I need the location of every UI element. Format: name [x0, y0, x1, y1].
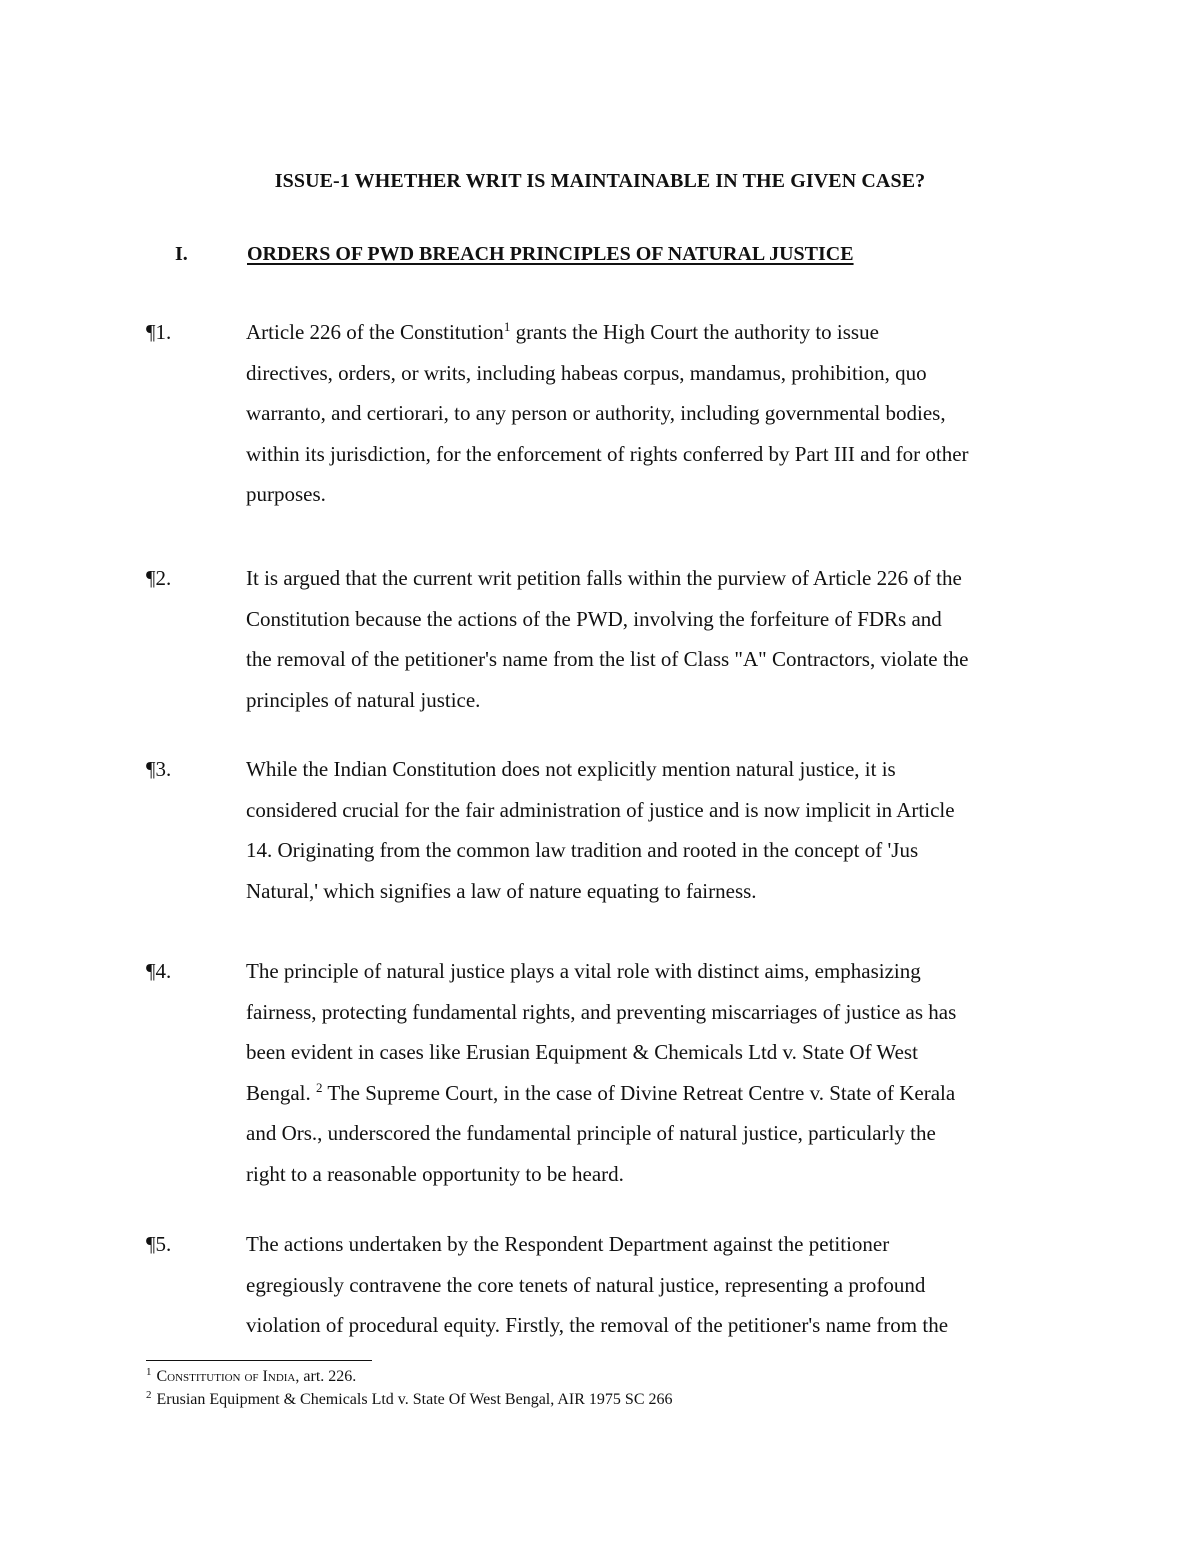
paragraph-text [246, 951, 1072, 1194]
line-text: The principle of natural justice plays a vital role with distinct aims, emphasizing [246, 959, 921, 983]
paragraph-number: ¶1. [146, 320, 172, 344]
paragraph-number: ¶3. [146, 757, 172, 781]
footnote-2-text: Erusian Equipment & Chemicals Ltd v. State Of West Bengal, AIR 1975 SC 266 [156, 1391, 673, 1408]
line-text: Article 226 of the Constitution [246, 320, 504, 344]
issue-title: ISSUE-1 WHETHER WRIT IS MAINTAINABLE IN THE GIVEN CASE? [274, 170, 926, 192]
footnote-reference: 2 [315, 1079, 323, 1095]
footnote-reference: 1 [503, 319, 511, 334]
paragraph-line [246, 558, 1072, 599]
paragraph-line [246, 312, 1072, 353]
paragraph-line [246, 749, 1072, 790]
paragraph-line [246, 871, 1072, 912]
paragraph-text [246, 749, 1072, 911]
footnote-1 [146, 1366, 1046, 1388]
line-text: fairness, protecting fundamental rights, and preventing miscarriages of justice as has [246, 999, 957, 1024]
footnote-2 [146, 1389, 1046, 1411]
line-text: been evident in cases like Erusian Equipment & Chemicals Ltd v. State Of West [246, 1040, 918, 1064]
paragraph-line [246, 393, 1072, 434]
line-text: While the Indian Constitution does not explicitly mention natural justice, it is [246, 757, 896, 781]
line-text: purposes. [246, 482, 326, 506]
line-text: The actions undertaken by the Respondent Department against the petitioner [246, 1232, 890, 1256]
paragraph-line [246, 1113, 1072, 1154]
line-text: Bengal. [246, 1080, 316, 1105]
paragraph-line [246, 474, 1072, 515]
paragraph-line [246, 680, 1072, 721]
line-text: It is argued that the current writ petition falls within the purview of Article 226 of the [246, 566, 962, 590]
line-text: and Ors., underscored the fundamental principle of natural justice, particularly the [246, 1121, 936, 1145]
line-text-continued: The Supreme Court, in the case of Divine Retreat Centre v. State of Kerala [322, 1080, 956, 1105]
paragraph-number: ¶5. [146, 1232, 172, 1256]
paragraph-line [246, 1305, 1072, 1346]
line-text: directives, orders, or writs, including habeas corpus, mandamus, prohibition, quo [246, 360, 927, 385]
paragraph-line [246, 434, 1072, 475]
line-text: the removal of the petitioner's name from the list of Class "A" Contractors, violate the [246, 647, 969, 671]
paragraph-line [246, 830, 1072, 871]
paragraph-number: ¶4. [146, 959, 172, 983]
paragraph-line [246, 1032, 1072, 1073]
paragraph-line [246, 353, 1072, 394]
line-text: Constitution because the actions of the PWD, involving the forfeiture of FDRs and [246, 606, 942, 631]
paragraph-text [246, 312, 1072, 515]
paragraph-line [246, 1154, 1072, 1195]
paragraph-line [246, 1265, 1072, 1306]
paragraph-text [246, 558, 1072, 720]
line-text: 14. Originating from the common law tradition and rooted in the concept of 'Jus [246, 838, 919, 862]
line-text: within its jurisdiction, for the enforcement of rights conferred by Part III and for other [246, 441, 969, 466]
paragraph-line [246, 790, 1072, 831]
footnote-separator [146, 1360, 372, 1361]
paragraph-line [246, 1224, 1072, 1265]
paragraph-line [246, 992, 1072, 1033]
footnote-1-number: 1 [146, 1365, 152, 1378]
line-text: right to a reasonable opportunity to be heard. [246, 1161, 624, 1186]
section-number: I. [175, 243, 188, 265]
footnote-1-source: Constitution of India [156, 1368, 296, 1385]
paragraph-line [246, 1073, 1072, 1114]
line-text: considered crucial for the fair administration of justice and is now implicit in Article [246, 797, 955, 822]
paragraph-line [246, 951, 1072, 992]
line-text: Natural,' which signifies a law of nature equating to fairness. [246, 878, 757, 903]
section-title: ORDERS OF PWD BREACH PRINCIPLES OF NATURAL JUSTICE [247, 243, 854, 265]
line-text: principles of natural justice. [246, 687, 481, 712]
line-text-continued: grants the High Court the authority to issue [510, 320, 879, 344]
line-text: egregiously contravene the core tenets of natural justice, representing a profound [246, 1272, 926, 1297]
line-text: warranto, and certiorari, to any person or authority, including governmental bodies, [246, 401, 946, 425]
line-text: violation of procedural equity. Firstly, the removal of the petitioner's name from the [246, 1313, 949, 1337]
paragraph-text [246, 1224, 1072, 1346]
paragraph-number: ¶2. [146, 566, 172, 590]
footnote-2-number: 2 [146, 1388, 152, 1401]
paragraph-line [246, 639, 1072, 680]
footnote-1-text: , art. 226. [295, 1368, 357, 1385]
paragraph-line [246, 599, 1072, 640]
section-heading [175, 240, 1075, 268]
